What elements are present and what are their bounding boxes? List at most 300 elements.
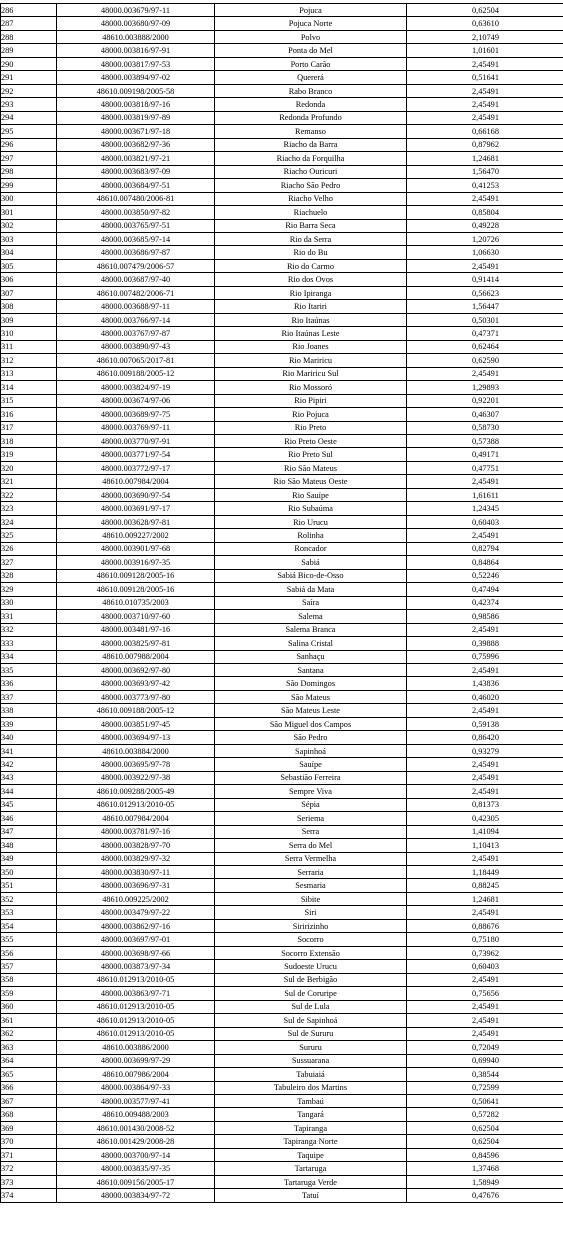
field-name-cell: Rio Ipiranga: [215, 286, 407, 299]
row-number-cell: 309: [1, 313, 57, 326]
table-row: [1, 906, 563, 919]
row-number-cell: 303: [1, 232, 57, 245]
row-number-cell: 322: [1, 488, 57, 501]
table-row: [1, 138, 563, 151]
table-row: [1, 892, 563, 905]
field-name-cell: Riachuelo: [215, 206, 407, 219]
process-number-cell: 48000.003772/97-17: [57, 461, 215, 474]
table-row: [1, 179, 563, 192]
value-cell: 0,46307: [407, 408, 563, 421]
row-number-cell: 367: [1, 1094, 57, 1107]
process-number-cell: 48000.003671/97-18: [57, 125, 215, 138]
field-name-cell: Redonda Profundo: [215, 111, 407, 124]
field-name-cell: Rio dos Ovos: [215, 273, 407, 286]
row-number-cell: 295: [1, 125, 57, 138]
value-cell: 0,75996: [407, 650, 563, 663]
value-cell: 2,45491: [407, 623, 563, 636]
value-cell: 0,50641: [407, 1094, 563, 1107]
field-name-cell: Serraria: [215, 866, 407, 879]
process-number-cell: 48000.003687/97-40: [57, 273, 215, 286]
value-cell: 0,84864: [407, 556, 563, 569]
row-number-cell: 327: [1, 556, 57, 569]
table-row: [1, 71, 563, 84]
field-name-cell: Sebastião Ferreira: [215, 771, 407, 784]
process-number-cell: 48610.003888/2000: [57, 30, 215, 43]
field-name-cell: Saíra: [215, 596, 407, 609]
field-name-cell: Quererá: [215, 71, 407, 84]
table-row: [1, 246, 563, 259]
process-number-cell: 48000.003830/97-11: [57, 866, 215, 879]
field-name-cell: São Mateus Leste: [215, 704, 407, 717]
field-name-cell: Socorro: [215, 933, 407, 946]
value-cell: 2,45491: [407, 111, 563, 124]
process-number-cell: 48000.003697/97-01: [57, 933, 215, 946]
process-number-cell: 48000.003901/97-68: [57, 542, 215, 555]
value-cell: 0,85804: [407, 206, 563, 219]
field-name-cell: Remanso: [215, 125, 407, 138]
table-row: [1, 394, 563, 407]
row-number-cell: 337: [1, 690, 57, 703]
process-number-cell: 48000.003696/97-31: [57, 879, 215, 892]
row-number-cell: 335: [1, 663, 57, 676]
table-row: [1, 583, 563, 596]
table-row: [1, 529, 563, 542]
process-number-cell: 48000.003828/97-70: [57, 839, 215, 852]
row-number-cell: 294: [1, 111, 57, 124]
table-row: [1, 354, 563, 367]
row-number-cell: 323: [1, 502, 57, 515]
value-cell: 0,62504: [407, 1121, 563, 1134]
row-number-cell: 353: [1, 906, 57, 919]
value-cell: 1,24681: [407, 152, 563, 165]
field-name-cell: Rio Sauípe: [215, 488, 407, 501]
row-number-cell: 305: [1, 259, 57, 272]
row-number-cell: 345: [1, 798, 57, 811]
process-number-cell: 48000.003864/97-33: [57, 1081, 215, 1094]
value-cell: 1,24345: [407, 502, 563, 515]
value-cell: 0,62464: [407, 340, 563, 353]
field-name-cell: Ponta do Mel: [215, 44, 407, 57]
value-cell: 2,45491: [407, 771, 563, 784]
value-cell: 0,88245: [407, 879, 563, 892]
table-row: [1, 17, 563, 30]
process-number-cell: 48610.009188/2005-12: [57, 367, 215, 380]
process-number-cell: 48610.012913/2010-05: [57, 1000, 215, 1013]
process-number-cell: 48000.003479/97-22: [57, 906, 215, 919]
value-cell: 2,45491: [407, 475, 563, 488]
value-cell: 0,62590: [407, 354, 563, 367]
table-row: [1, 4, 563, 17]
field-name-cell: São Miguel dos Campos: [215, 717, 407, 730]
process-number-cell: 48000.003771/97-54: [57, 448, 215, 461]
table-row: [1, 960, 563, 973]
value-cell: 0,52246: [407, 569, 563, 582]
table-row: [1, 232, 563, 245]
table-row: [1, 1041, 563, 1054]
process-number-cell: 48000.003693/97-42: [57, 677, 215, 690]
row-number-cell: 321: [1, 475, 57, 488]
row-number-cell: 299: [1, 179, 57, 192]
field-name-cell: Sibite: [215, 892, 407, 905]
process-number-cell: 48610.012913/2010-05: [57, 973, 215, 986]
row-number-cell: 298: [1, 165, 57, 178]
table-row: [1, 569, 563, 582]
value-cell: 1,06630: [407, 246, 563, 259]
value-cell: 0,92201: [407, 394, 563, 407]
value-cell: 0,60403: [407, 515, 563, 528]
process-number-cell: 48610.012913/2010-05: [57, 798, 215, 811]
value-cell: 0,47494: [407, 583, 563, 596]
field-name-cell: Rio Itaúnas: [215, 313, 407, 326]
value-cell: 0,73962: [407, 946, 563, 959]
process-number-cell: 48000.003682/97-36: [57, 138, 215, 151]
value-cell: 2,45491: [407, 98, 563, 111]
process-number-cell: 48000.003684/97-51: [57, 179, 215, 192]
process-number-cell: 48000.003683/97-09: [57, 165, 215, 178]
row-number-cell: 336: [1, 677, 57, 690]
value-cell: 0,57388: [407, 435, 563, 448]
process-number-cell: 48000.003680/97-09: [57, 17, 215, 30]
row-number-cell: 343: [1, 771, 57, 784]
table-row: [1, 919, 563, 932]
value-cell: 1,43836: [407, 677, 563, 690]
process-number-cell: 48000.003769/97-11: [57, 421, 215, 434]
process-number-cell: 48000.003922/97-38: [57, 771, 215, 784]
value-cell: 0,72049: [407, 1041, 563, 1054]
row-number-cell: 290: [1, 57, 57, 70]
field-name-cell: Sururu: [215, 1041, 407, 1054]
process-number-cell: 48000.003824/97-19: [57, 381, 215, 394]
field-name-cell: Rio Urucu: [215, 515, 407, 528]
field-name-cell: São Domingos: [215, 677, 407, 690]
field-name-cell: Tapiranga: [215, 1121, 407, 1134]
table-row: [1, 98, 563, 111]
row-number-cell: 339: [1, 717, 57, 730]
value-cell: 0,66168: [407, 125, 563, 138]
process-number-cell: 48000.003766/97-14: [57, 313, 215, 326]
value-cell: 0,75656: [407, 987, 563, 1000]
process-number-cell: 48610.009128/2005-16: [57, 569, 215, 582]
process-number-cell: 48000.003817/97-53: [57, 57, 215, 70]
process-number-cell: 48000.003689/97-75: [57, 408, 215, 421]
table-row: [1, 1121, 563, 1134]
process-number-cell: 48000.003821/97-21: [57, 152, 215, 165]
field-name-cell: Rio Itaúnas Leste: [215, 327, 407, 340]
process-number-cell: 48000.003834/97-72: [57, 1189, 215, 1202]
process-number-cell: 48610.003884/2000: [57, 744, 215, 757]
process-number-cell: 48610.012913/2010-05: [57, 1014, 215, 1027]
value-cell: 0,62504: [407, 1135, 563, 1148]
row-number-cell: 319: [1, 448, 57, 461]
value-cell: 0,42305: [407, 812, 563, 825]
field-name-cell: Sabiá: [215, 556, 407, 569]
table-row: [1, 1081, 563, 1094]
table-row: [1, 677, 563, 690]
table-row: [1, 946, 563, 959]
row-number-cell: 371: [1, 1148, 57, 1161]
process-number-cell: 48000.003863/97-71: [57, 987, 215, 1000]
table-row: [1, 852, 563, 865]
process-number-cell: 48000.003628/97-81: [57, 515, 215, 528]
value-cell: 0,57282: [407, 1108, 563, 1121]
table-row: [1, 421, 563, 434]
table-row: [1, 273, 563, 286]
process-number-cell: 48000.003825/97-81: [57, 637, 215, 650]
table-row: [1, 556, 563, 569]
field-name-cell: Riacho São Pedro: [215, 179, 407, 192]
process-number-cell: 48000.003862/97-16: [57, 919, 215, 932]
field-name-cell: Sul de Sururu: [215, 1027, 407, 1040]
row-number-cell: 306: [1, 273, 57, 286]
field-name-cell: Rio Mossoró: [215, 381, 407, 394]
row-number-cell: 361: [1, 1014, 57, 1027]
row-number-cell: 293: [1, 98, 57, 111]
field-name-cell: Sempre Viva: [215, 785, 407, 798]
process-number-cell: 48000.003695/97-78: [57, 758, 215, 771]
row-number-cell: 311: [1, 340, 57, 353]
field-name-cell: Rio Mariricu: [215, 354, 407, 367]
row-number-cell: 314: [1, 381, 57, 394]
process-number-cell: 48000.003819/97-89: [57, 111, 215, 124]
row-number-cell: 316: [1, 408, 57, 421]
process-number-cell: 48610.009128/2005-16: [57, 583, 215, 596]
field-name-cell: Taquipe: [215, 1148, 407, 1161]
process-number-cell: 48610.007984/2004: [57, 475, 215, 488]
value-cell: 0,46020: [407, 690, 563, 703]
value-cell: 0,41253: [407, 179, 563, 192]
table-row: [1, 152, 563, 165]
row-number-cell: 357: [1, 960, 57, 973]
process-number-cell: 48610.009288/2005-49: [57, 785, 215, 798]
field-name-cell: Rio Itariri: [215, 300, 407, 313]
field-name-cell: Rio da Serra: [215, 232, 407, 245]
table-row: [1, 542, 563, 555]
table-row: [1, 1162, 563, 1175]
row-number-cell: 356: [1, 946, 57, 959]
row-number-cell: 342: [1, 758, 57, 771]
process-number-cell: 48000.003894/97-02: [57, 71, 215, 84]
value-cell: 0,56623: [407, 286, 563, 299]
row-number-cell: 355: [1, 933, 57, 946]
table-row: [1, 717, 563, 730]
row-number-cell: 352: [1, 892, 57, 905]
process-number-cell: 48610.007988/2004: [57, 650, 215, 663]
process-number-cell: 48000.003694/97-13: [57, 731, 215, 744]
table-row: [1, 1189, 563, 1202]
row-number-cell: 365: [1, 1068, 57, 1081]
table-row: [1, 663, 563, 676]
field-name-cell: Rabo Branco: [215, 84, 407, 97]
table-row: [1, 1014, 563, 1027]
row-number-cell: 333: [1, 637, 57, 650]
process-number-cell: 48000.003700/97-14: [57, 1148, 215, 1161]
process-number-cell: 48000.003773/97-80: [57, 690, 215, 703]
table-row: [1, 1027, 563, 1040]
field-name-cell: Tartaruga: [215, 1162, 407, 1175]
field-name-cell: Socorro Extensão: [215, 946, 407, 959]
process-number-cell: 48000.003577/97-41: [57, 1094, 215, 1107]
field-name-cell: Redonda: [215, 98, 407, 111]
table-row: [1, 125, 563, 138]
row-number-cell: 317: [1, 421, 57, 434]
value-cell: 0,62504: [407, 4, 563, 17]
value-cell: 0,91414: [407, 273, 563, 286]
value-cell: 2,45491: [407, 704, 563, 717]
row-number-cell: 286: [1, 4, 57, 17]
value-cell: 1,37468: [407, 1162, 563, 1175]
value-cell: 0,38544: [407, 1068, 563, 1081]
value-cell: 2,45491: [407, 785, 563, 798]
table-row: [1, 973, 563, 986]
field-name-cell: Sauípe: [215, 758, 407, 771]
value-cell: 2,45491: [407, 1027, 563, 1040]
process-number-cell: 48610.009198/2005-58: [57, 84, 215, 97]
field-name-cell: Sesmaria: [215, 879, 407, 892]
table-row: [1, 1108, 563, 1121]
value-cell: 1,41094: [407, 825, 563, 838]
field-name-cell: Salema Branca: [215, 623, 407, 636]
process-number-cell: 48610.007480/2006-81: [57, 192, 215, 205]
value-cell: 0,98586: [407, 610, 563, 623]
process-number-cell: 48000.003691/97-17: [57, 502, 215, 515]
row-number-cell: 287: [1, 17, 57, 30]
process-number-cell: 48610.003886/2000: [57, 1041, 215, 1054]
value-cell: 0,84596: [407, 1148, 563, 1161]
value-cell: 2,10749: [407, 30, 563, 43]
field-name-cell: Riacho Velho: [215, 192, 407, 205]
value-cell: 2,45491: [407, 192, 563, 205]
value-cell: 1,58949: [407, 1175, 563, 1188]
table-row: [1, 313, 563, 326]
table-row: [1, 1094, 563, 1107]
value-cell: 0,50301: [407, 313, 563, 326]
field-name-cell: São Pedro: [215, 731, 407, 744]
row-number-cell: 329: [1, 583, 57, 596]
field-name-cell: Serra Vermelha: [215, 852, 407, 865]
row-number-cell: 307: [1, 286, 57, 299]
row-number-cell: 331: [1, 610, 57, 623]
process-number-cell: 48000.003816/97-91: [57, 44, 215, 57]
table-row: [1, 1148, 563, 1161]
table-row: [1, 165, 563, 178]
value-cell: 0,93279: [407, 744, 563, 757]
row-number-cell: 354: [1, 919, 57, 932]
field-name-cell: Tatuí: [215, 1189, 407, 1202]
field-name-cell: Rio Subaúma: [215, 502, 407, 515]
row-number-cell: 341: [1, 744, 57, 757]
table-row: [1, 1135, 563, 1148]
row-number-cell: 304: [1, 246, 57, 259]
field-name-cell: Rio Pipiri: [215, 394, 407, 407]
value-cell: 0,75180: [407, 933, 563, 946]
table-row: [1, 286, 563, 299]
process-number-cell: 48610.009227/2002: [57, 529, 215, 542]
row-number-cell: 301: [1, 206, 57, 219]
value-cell: 0,59138: [407, 717, 563, 730]
field-name-cell: Rio Joanes: [215, 340, 407, 353]
table-row: [1, 259, 563, 272]
table-row: [1, 57, 563, 70]
table-body: [1, 4, 563, 1203]
process-number-cell: 48000.003692/97-80: [57, 663, 215, 676]
row-number-cell: 369: [1, 1121, 57, 1134]
row-number-cell: 288: [1, 30, 57, 43]
field-name-cell: Sudoeste Urucu: [215, 960, 407, 973]
row-number-cell: 328: [1, 569, 57, 582]
table-row: [1, 771, 563, 784]
table-row: [1, 367, 563, 380]
field-name-cell: Siririzinho: [215, 919, 407, 932]
process-number-cell: 48610.009488/2003: [57, 1108, 215, 1121]
field-name-cell: Sabiá Bico-de-Osso: [215, 569, 407, 582]
value-cell: 1,20726: [407, 232, 563, 245]
field-name-cell: Sapinhoá: [215, 744, 407, 757]
field-name-cell: Serra: [215, 825, 407, 838]
value-cell: 0,82794: [407, 542, 563, 555]
field-name-cell: Tapiranga Norte: [215, 1135, 407, 1148]
field-name-cell: Tangará: [215, 1108, 407, 1121]
value-cell: 0,51641: [407, 71, 563, 84]
value-cell: 0,47371: [407, 327, 563, 340]
row-number-cell: 297: [1, 152, 57, 165]
field-name-cell: Rio Preto Oeste: [215, 435, 407, 448]
row-number-cell: 362: [1, 1027, 57, 1040]
process-number-cell: 48610.001430/2008-52: [57, 1121, 215, 1134]
value-cell: 1,29893: [407, 381, 563, 394]
process-number-cell: 48000.003873/97-34: [57, 960, 215, 973]
table-row: [1, 219, 563, 232]
value-cell: 2,45491: [407, 663, 563, 676]
row-number-cell: 325: [1, 529, 57, 542]
value-cell: 0,49228: [407, 219, 563, 232]
table-row: [1, 690, 563, 703]
process-number-cell: 48000.003698/97-66: [57, 946, 215, 959]
row-number-cell: 368: [1, 1108, 57, 1121]
field-name-cell: Rio Preto: [215, 421, 407, 434]
row-number-cell: 291: [1, 71, 57, 84]
table-row: [1, 1175, 563, 1188]
row-number-cell: 340: [1, 731, 57, 744]
field-name-cell: Serra do Mel: [215, 839, 407, 852]
process-number-cell: 48000.003765/97-51: [57, 219, 215, 232]
value-cell: 1,61611: [407, 488, 563, 501]
field-name-cell: Riacho Ouricuri: [215, 165, 407, 178]
royalty-table-sheet: [0, 3, 560, 1203]
value-cell: 2,45491: [407, 758, 563, 771]
row-number-cell: 349: [1, 852, 57, 865]
process-number-cell: 48000.003481/97-16: [57, 623, 215, 636]
field-name-cell: Polvo: [215, 30, 407, 43]
row-number-cell: 344: [1, 785, 57, 798]
table-row: [1, 596, 563, 609]
table-row: [1, 987, 563, 1000]
row-number-cell: 338: [1, 704, 57, 717]
row-number-cell: 358: [1, 973, 57, 986]
table-row: [1, 408, 563, 421]
process-number-cell: 48000.003829/97-32: [57, 852, 215, 865]
row-number-cell: 363: [1, 1041, 57, 1054]
field-name-cell: Seriema: [215, 812, 407, 825]
table-row: [1, 1000, 563, 1013]
table-row: [1, 731, 563, 744]
table-row: [1, 84, 563, 97]
field-name-cell: Rio do Bu: [215, 246, 407, 259]
table-row: [1, 30, 563, 43]
table-row: [1, 637, 563, 650]
table-row: [1, 327, 563, 340]
table-row: [1, 44, 563, 57]
field-name-cell: São Mateus: [215, 690, 407, 703]
